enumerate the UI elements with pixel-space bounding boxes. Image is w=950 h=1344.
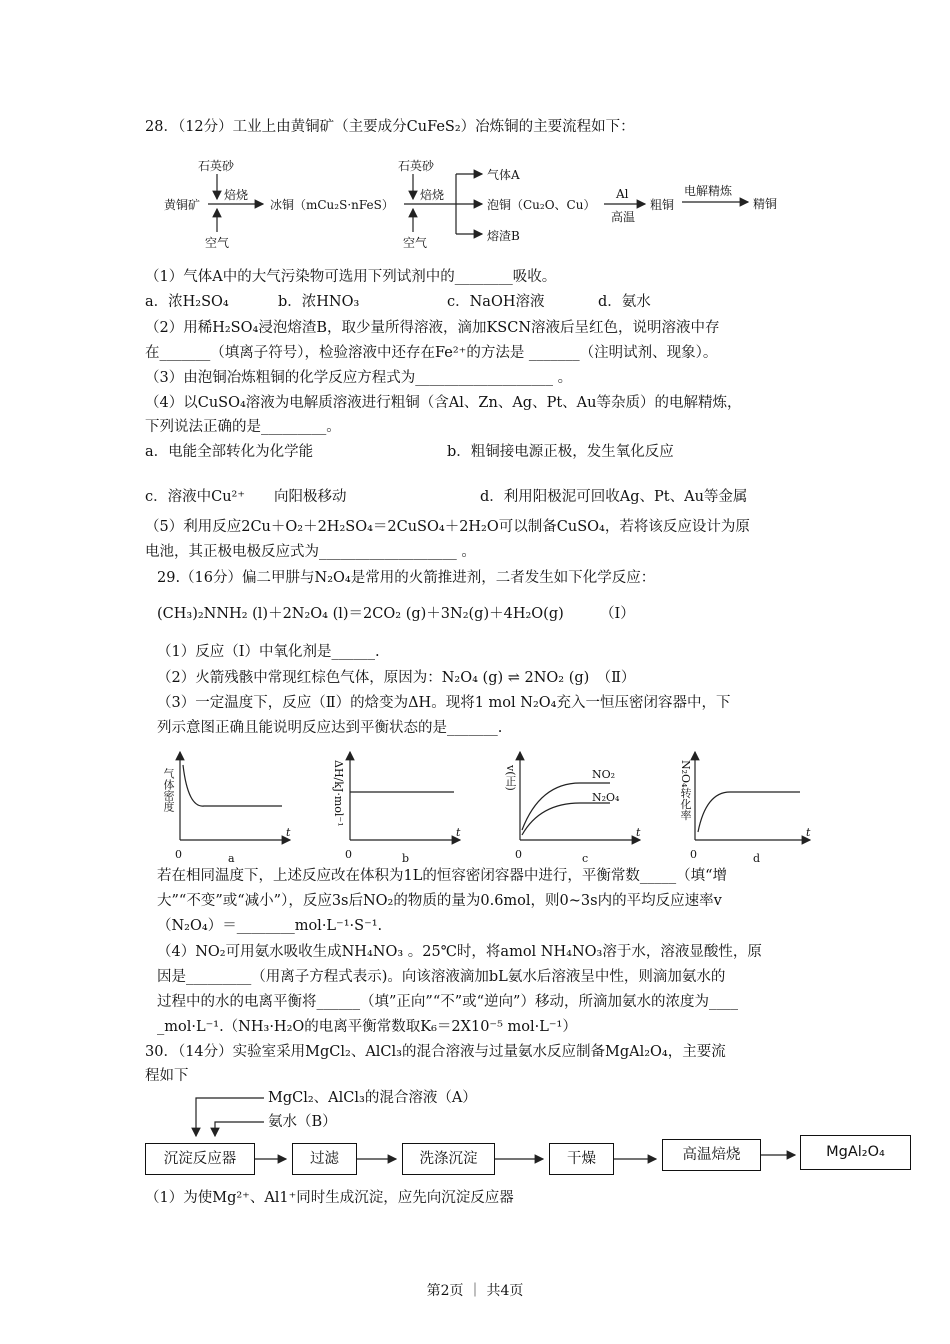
q28-p4-opt-a: a．电能全部转化为化学能 (145, 444, 314, 460)
flow-refined: 精铜 (753, 197, 778, 211)
flow-blister: 泡铜（Cu₂O、Cu） (487, 198, 596, 212)
q28-p1-opt-c: c．NaOH溶液 (447, 294, 545, 310)
graph-d-tag: d (753, 852, 761, 865)
q28-p1-opt-b: b．浓HNO₃ (278, 294, 360, 310)
graph-c-ylabel: v(正) (504, 765, 517, 791)
graph-b-origin: 0 (345, 848, 352, 861)
q30-p1: （1）为使Mg²⁺、Al1⁺同时生成沉淀，应先向沉淀反应器 (145, 1190, 514, 1206)
graph-c-series-n2o4: N₂O₄ (592, 791, 620, 804)
graph-c-origin: 0 (515, 848, 522, 861)
graph-a-t: t (286, 826, 291, 839)
flow-ore: 黄铜矿 (164, 198, 201, 212)
flow-air-1: 空气 (205, 236, 230, 250)
graph-a-ylabel: 气体密度 (162, 768, 175, 812)
q28-p1-opt-d: d．氨水 (598, 294, 651, 310)
q28-p4a: （4）以CuSO₄溶液为电解质溶液进行粗铜（含Al、Zn、Ag、Pt、Au等杂质）的电解精炼， (145, 395, 742, 411)
q29-p3b: 列示意图正确且能说明反应达到平衡状态的是_______. (157, 720, 503, 736)
graph-a-origin: 0 (175, 848, 182, 861)
graph-b-ylabel: ΔH/kJ·mol⁻¹ (332, 760, 345, 827)
flow-box-wash: 洗涤沉淀 (402, 1143, 495, 1175)
q29-p4a: （4）NO₂可用氨水吸收生成NH₄NO₃ 。25℃时，将amol NH₄NO₃溶于水，溶液显酸性，原 (157, 944, 762, 960)
flow-roast-2: 焙烧 (420, 188, 445, 202)
flow-roast-1: 焙烧 (224, 188, 249, 202)
graph-c-series-no2: NO₂ (592, 768, 616, 781)
q29-p3d: 大”“不变”或“减小”），反应3s后NO₂的物质的量为0.6mol，则0~3s内的平均反应速率v (157, 893, 722, 909)
flow-box-filter: 过滤 (292, 1143, 357, 1175)
q29-p1: （1）反应（Ⅰ）中氧化剂是______. (157, 644, 380, 660)
graph-c-tag: c (582, 852, 589, 865)
q28-p2a: （2）用稀H₂SO₄浸泡熔渣B，取少量所得溶液，滴加KSCN溶液后呈红色，说明溶液中存 (145, 320, 720, 336)
q29-p3c: 若在相同温度下，上述反应改在体积为1L的恒容密闭容器中进行，平衡常数_____（填“增 (157, 868, 728, 884)
q29-p4c: 过程中的水的电离平衡将______（填”正向”“不”或“逆向”）移动，所滴加氨水的浓度为____ (157, 994, 738, 1010)
q29-p4d: _mol·L⁻¹.（NH₃·H₂O的电离平衡常数取K₆＝2X10⁻⁵ mol·L⁻¹） (157, 1019, 577, 1035)
q30-title-2: 程如下 (145, 1068, 189, 1084)
graph-a-tag: a (228, 852, 235, 865)
flow-high-temp: 高温 (611, 210, 636, 224)
q28-p1-opt-a: a．浓H₂SO₄ (145, 294, 229, 310)
q29-p4b: 因是_________（用离子方程式表示)。向该溶液滴加bL氨水后溶液呈中性，则滴加氨水的 (157, 969, 726, 985)
flow-box-dry: 干燥 (549, 1143, 614, 1175)
flow-matte: 冰铜（mCu₂S·nFeS） (270, 198, 394, 212)
q28-p2b: 在_______（填离子符号），检验溶液中还存在Fe²⁺的方法是 _______（注明试剂、现象）。 (145, 345, 718, 361)
flow-slag-b: 熔渣B (487, 229, 520, 243)
flow-silica-1: 石英砂 (198, 159, 235, 173)
graph-b-t: t (456, 826, 461, 839)
graph-c-t: t (636, 826, 641, 839)
q29-p2: （2）火箭残骸中常现红棕色气体，原因为：N₂O₄ (g) ⇌ 2NO₂ (g) （Ⅱ） (157, 670, 636, 686)
q28-p4-opt-d: d．利用阳极泥可回收Ag、Pt、Au等金属 (480, 489, 748, 505)
graph-d-origin: 0 (690, 848, 697, 861)
q29-title: 29.（16分）偏二甲肼与N₂O₄是常用的火箭推进剂，二者发生如下化学反应： (157, 570, 656, 586)
q30-title: 30．（14分）实验室采用MgCl₂、AlCl₃的混合溶液与过量氨水反应制备MgAl₂O₄，主要流 (145, 1044, 726, 1060)
q28-p1: （1）气体A中的大气污染物可选用下列试剂中的________吸收。 (145, 269, 557, 285)
flow-box-product: MgAl₂O₄ (800, 1135, 911, 1170)
flow-box-precipitation-reactor: 沉淀反应器 (145, 1143, 255, 1175)
flow-al: Al (616, 187, 629, 201)
graph-a-curve (183, 765, 282, 806)
flow-air-2: 空气 (403, 236, 428, 250)
graph-b-tag: b (402, 852, 410, 865)
page-footer: 第2页 ｜ 共4页 (426, 1283, 524, 1299)
q28-p3: （3）由泡铜冶炼粗铜的化学反应方程式为___________________ 。 (145, 370, 573, 386)
graph-d-curve (698, 792, 800, 832)
flow-box-calcine: 高温焙烧 (662, 1139, 761, 1171)
q28-p4b: 下列说法正确的是_________。 (145, 419, 341, 435)
q29-p3e: （N₂O₄）＝________mol·L⁻¹·S⁻¹. (157, 918, 383, 934)
q30-input-a: MgCl₂、AlCl₃的混合溶液（A） (268, 1090, 477, 1106)
q28-p5b: 电池，其正极电极反应式为___________________ 。 (145, 544, 476, 560)
flow-electro: 电解精炼 (684, 184, 733, 198)
flow-gas-a: 气体A (487, 168, 520, 182)
q28-p4-opt-b: b．粗铜接电源正极，发生氧化反应 (447, 444, 674, 460)
graph-d-t: t (806, 826, 811, 839)
q29-p3a: （3）一定温度下，反应（Ⅱ）的焓变为ΔH。现将1 mol N₂O₄充入一恒压密闭容器中，下 (157, 695, 731, 711)
graph-c-curve-n2o4 (522, 803, 610, 835)
q28-title: 28．（12分）工业上由黄铜矿（主要成分CuFeS₂）冶炼铜的主要流程如下： (145, 119, 635, 135)
flow-silica-2: 石英砂 (398, 159, 435, 173)
q28-p5a: （5）利用反应2Cu＋O₂＋2H₂SO₄＝2CuSO₄＋2H₂O可以制备CuSO₄，若将该反应设计为原 (145, 519, 750, 535)
q28-p4-opt-c: c．溶液中Cu²⁺ 向阳极移动 (145, 489, 347, 505)
q29-equation: (CH₃)₂NNH₂ (l)＋2N₂O₄ (l)＝2CO₂ (g)＋3N₂(g)＋4H₂O(g) （Ⅰ） (157, 606, 635, 622)
q30-input-b: 氨水（B） (268, 1114, 337, 1130)
flow-crude: 粗铜 (650, 198, 675, 212)
graph-d-ylabel: N₂O₄转化率 (679, 760, 692, 821)
